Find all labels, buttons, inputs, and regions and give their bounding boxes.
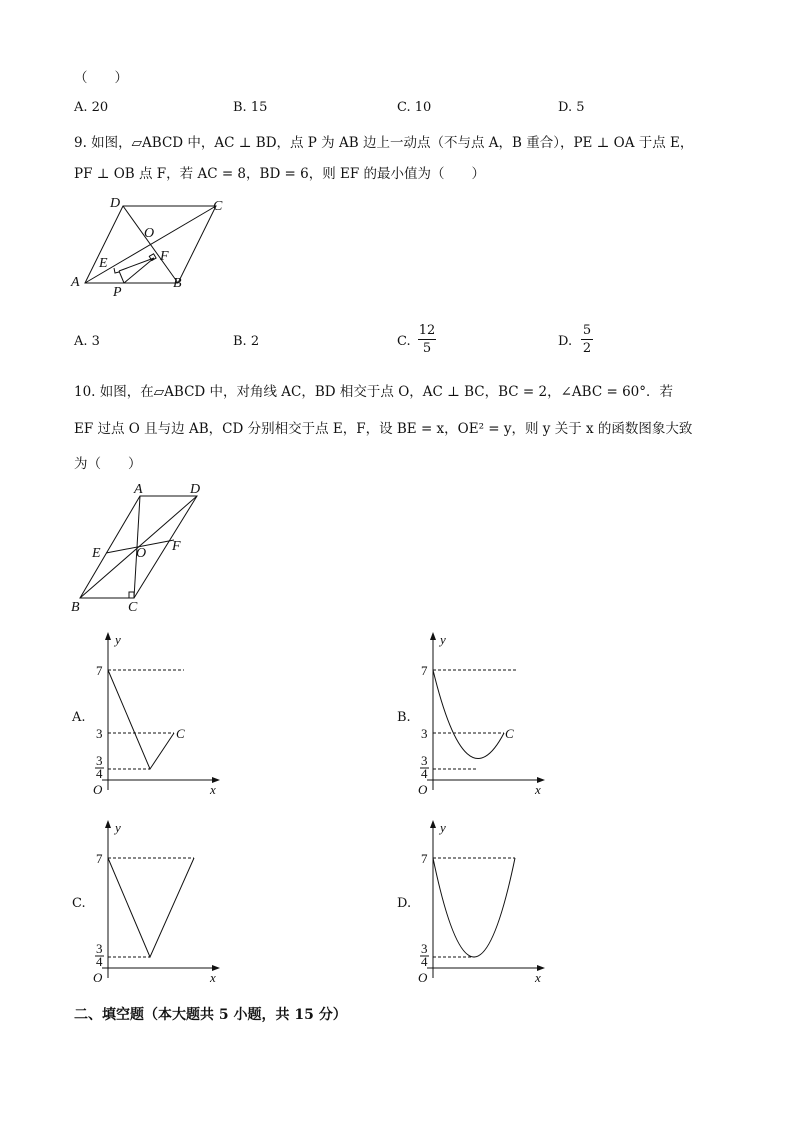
q10-option-b-letter: B.: [397, 710, 411, 725]
q9-option-c-label: C.: [397, 334, 411, 349]
label-o: O: [144, 226, 155, 241]
y-axis-arrow: [430, 632, 436, 640]
x-axis-label: x: [535, 970, 541, 985]
y-axis-arrow: [430, 820, 436, 828]
tick-frac-num: 3: [421, 941, 428, 956]
point-c-label: C: [176, 726, 185, 741]
q10-text-line3: 为（ ）: [74, 456, 142, 472]
tick-3: 3: [96, 726, 103, 741]
tick-7: 7: [421, 663, 428, 678]
fraction-denominator: 5: [422, 341, 432, 356]
y-axis-label: y: [115, 632, 121, 647]
q9-option-d-label: D.: [558, 334, 573, 349]
graph-option-a: [88, 630, 228, 800]
q8-option-c: C. 10: [397, 100, 432, 115]
tick-frac-den: 4: [421, 954, 428, 969]
label-e: E: [92, 546, 101, 561]
fraction-numerator: 5: [582, 323, 592, 338]
origin-label: O: [93, 782, 103, 797]
tick-frac-den: 4: [96, 954, 103, 969]
tick-7: 7: [96, 663, 103, 678]
label-d: D: [190, 482, 201, 497]
right-angle-mark-e: [114, 268, 119, 273]
label-c: C: [128, 600, 138, 615]
y-axis-label: y: [440, 820, 446, 835]
label-c: C: [213, 199, 223, 214]
label-a: A: [71, 275, 80, 290]
q9-option-b: B. 2: [233, 334, 260, 349]
q8-option-a: A. 20: [74, 100, 109, 115]
origin-label: O: [418, 970, 428, 985]
q10-option-d-letter: D.: [397, 896, 412, 911]
graph-option-c: [88, 818, 228, 988]
label-f: F: [172, 539, 181, 554]
q8-option-b: B. 15: [233, 100, 268, 115]
q9-text-line1: 9. 如图，▱ABCD 中，AC ⊥ BD，点 P 为 AB 边上一动点（不与点 A，B 重合），PE ⊥ OA 于点 E，: [74, 135, 694, 151]
fraction-numerator: 12: [418, 323, 436, 338]
label-f: F: [160, 249, 169, 264]
q10-text-line1: 10. 如图，在▱ABCD 中，对角线 AC，BD 相交于点 O，AC ⊥ BC，BC = 2，∠ABC = 60°．若: [74, 384, 673, 400]
q9-parallelogram-figure: [66, 192, 236, 302]
label-o: O: [136, 546, 147, 561]
graph-curve: [108, 858, 194, 957]
section-heading-fill-in: 二、填空题（本大题共 5 小题，共 15 分）: [74, 1007, 347, 1023]
q10-option-a-letter: A.: [72, 710, 86, 725]
tick-frac-num: 3: [421, 753, 428, 768]
q9-option-a: A. 3: [74, 334, 100, 349]
tick-3: 3: [421, 726, 428, 741]
y-axis-label: y: [440, 632, 446, 647]
label-p: P: [113, 285, 122, 300]
label-d: D: [110, 196, 121, 211]
graph-curve: [108, 670, 174, 769]
answer-paren: （ ）: [74, 70, 128, 86]
diagonal-bd: [123, 206, 178, 283]
tick-frac-num: 3: [96, 941, 103, 956]
y-axis-arrow: [105, 820, 111, 828]
label-b: B: [173, 276, 182, 291]
fraction-denominator: 2: [582, 341, 592, 356]
tick-frac-num: 3: [96, 753, 103, 768]
graph-curve: [433, 858, 515, 957]
graph-option-b: [413, 630, 553, 800]
label-e: E: [99, 256, 108, 271]
tick-7: 7: [96, 851, 103, 866]
q8-option-d: D. 5: [558, 100, 585, 115]
label-a: A: [134, 482, 143, 497]
label-b: B: [71, 600, 80, 615]
y-axis-label: y: [115, 820, 121, 835]
tick-frac-den: 4: [421, 766, 428, 781]
fraction-bar: [418, 339, 436, 340]
tick-frac-den: 4: [96, 766, 103, 781]
right-angle-mark-c: [129, 592, 134, 598]
x-axis-label: x: [535, 782, 541, 797]
x-axis-label: x: [210, 782, 216, 797]
y-axis-arrow: [105, 632, 111, 640]
segment-pf: [124, 258, 154, 283]
point-c-label: C: [505, 726, 514, 741]
graph-option-d: [413, 818, 553, 988]
origin-label: O: [418, 782, 428, 797]
tick-7: 7: [421, 851, 428, 866]
q10-parallelogram-figure: [66, 478, 216, 616]
q9-option-c-fraction: [418, 323, 436, 356]
q10-text-line2: EF 过点 O 且与边 AB，CD 分别相交于点 E，F，设 BE = x，OE² = y，则 y 关于 x 的函数图象大致: [74, 421, 693, 437]
q9-option-d-fraction: [581, 323, 593, 356]
graph-curve: [433, 670, 504, 758]
q9-text-line2: PF ⊥ OB 点 F，若 AC = 8，BD = 6，则 EF 的最小值为（ ）: [74, 166, 486, 182]
origin-label: O: [93, 970, 103, 985]
x-axis-label: x: [210, 970, 216, 985]
fraction-bar: [581, 339, 593, 340]
q10-option-c-letter: C.: [72, 896, 86, 911]
segment-pe: [119, 271, 124, 283]
